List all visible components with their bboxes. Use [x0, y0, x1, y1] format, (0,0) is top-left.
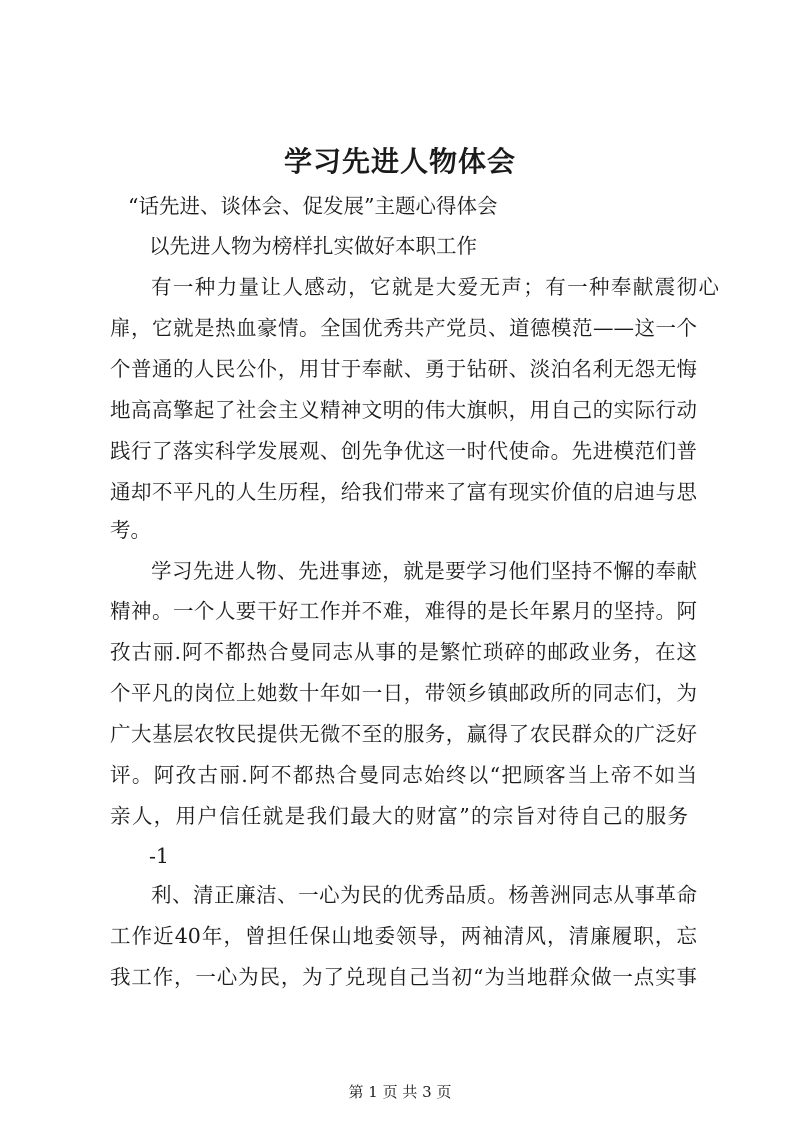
- page-marker: -1: [149, 844, 169, 868]
- paragraph-2-line-2: 精神。一个人要干好工作并不难，难得的是长年累月的坚持。阿: [110, 599, 697, 623]
- paragraph-2-line-6: 评。阿孜古丽.阿不都热合曼同志始终以“把顾客当上帝不如当: [110, 763, 697, 787]
- paragraph-2-line-1: 学习先进人物、先进事迹，就是要学习他们坚持不懈的奉献: [151, 559, 697, 583]
- page-footer: 第 1 页 共 3 页: [348, 1083, 452, 1101]
- paragraph-1-line-1: 有一种力量让人感动，它就是大爱无声；有一种奉献震彻心: [151, 275, 719, 299]
- paragraph-2-line-7: 亲人，用户信任就是我们最大的财富”的宗旨对待自己的服务: [110, 804, 688, 828]
- paragraph-2-line-4: 个平凡的岗位上她数十年如一日，带领乡镇邮政所的同志们，为: [110, 681, 697, 705]
- paragraph-1-line-6: 通却不平凡的人生历程，给我们带来了富有现实价值的启迪与思: [110, 480, 697, 504]
- paragraph-2-line-5: 广大基层农牧民提供无微不至的服务，赢得了农民群众的广泛好: [110, 722, 697, 746]
- paragraph-1-line-2: 扉，它就是热血豪情。全国优秀共产党员、道德模范——这一个: [110, 316, 697, 340]
- paragraph-1-line-5: 践行了落实科学发展观、创先争优这一时代使命。先进模范们普: [110, 439, 697, 463]
- paragraph-3-line-3: 我工作，一心为民，为了兑现自己当初“为当地群众做一点实事: [110, 965, 697, 989]
- subtitle: “话先进、谈体会、促发展”主题心得体会: [128, 194, 498, 218]
- document-title: 学习先进人物体会: [283, 145, 516, 178]
- paragraph-1-line-3: 个普通的人民公仆，用甘于奉献、勇于钻研、淡泊名利无怨无悔: [110, 357, 697, 381]
- paragraph-1-line-4: 地高高擎起了社会主义精神文明的伟大旗帜，用自己的实际行动: [110, 398, 697, 422]
- paragraph-1-line-7: 考。: [110, 518, 151, 542]
- paragraph-3-line-2: 工作近40年，曾担任保山地委领导，两袖清风，清廉履职，忘: [110, 924, 697, 948]
- section-heading: 以先进人物为榜样扎实做好本职工作: [149, 234, 477, 258]
- paragraph-2-line-3: 孜古丽.阿不都热合曼同志从事的是繁忙琐碎的邮政业务，在这: [110, 640, 697, 664]
- paragraph-3-line-1: 利、清正廉洁、一心为民的优秀品质。杨善洲同志从事革命: [151, 883, 697, 907]
